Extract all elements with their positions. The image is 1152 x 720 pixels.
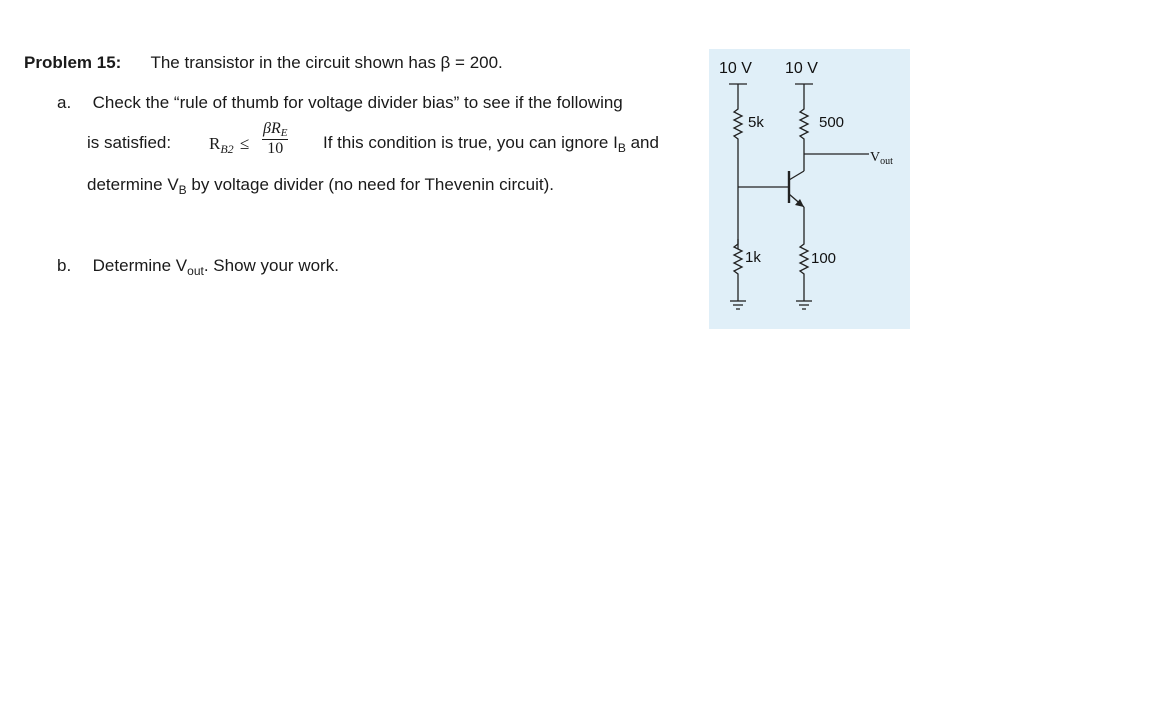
condition-fraction	[262, 120, 288, 158]
ignore-ib-text: If this condition is true, you can ignore I	[323, 133, 618, 152]
vout-label-main: V	[870, 150, 881, 165]
circuit-diagram	[709, 49, 910, 329]
vout-label-subscript: out	[880, 156, 893, 167]
part-a-line-3	[87, 175, 554, 196]
vb-subscript: B	[178, 183, 187, 197]
part-a-line-2-prefix: is satisfied:	[87, 133, 172, 152]
condition-numerator	[262, 120, 288, 140]
part-b-letter: b.	[57, 256, 72, 275]
and-text: and	[625, 133, 659, 152]
determine-vb-text: determine V	[87, 175, 179, 194]
show-work-text: . Show your work.	[203, 256, 339, 275]
re-label: 100	[811, 250, 837, 267]
supply-right-label: 10 V	[785, 60, 818, 77]
r1-label: 5k	[748, 114, 764, 131]
rc-label: 500	[819, 114, 845, 131]
problem-label: Problem 15:	[24, 53, 122, 72]
condition-lhs	[209, 134, 249, 155]
ib-subscript: B	[617, 141, 626, 155]
supply-left-label: 10 V	[719, 60, 752, 77]
circuit-background	[709, 49, 910, 329]
part-a-text-1: Check the “rule of thumb for voltage divider bias” to see if the following	[92, 93, 623, 112]
condition-operator: ≤	[239, 134, 250, 153]
condition-numerator-text: βR	[263, 120, 281, 137]
condition-lhs-subscript: B2	[220, 142, 234, 156]
part-a-line-1	[57, 93, 623, 113]
problem-statement: The transistor in the circuit shown has β = 200.	[150, 53, 503, 72]
determine-vout-text: Determine V	[92, 256, 188, 275]
problem-header	[24, 53, 503, 73]
part-b-line	[57, 256, 339, 277]
condition-denominator: 10	[267, 140, 284, 157]
part-a-line-2-suffix	[323, 133, 659, 154]
condition-lhs-symbol: R	[209, 134, 221, 153]
r2-label: 1k	[745, 249, 761, 266]
part-a-letter: a.	[57, 93, 72, 112]
voltage-divider-text: by voltage divider (no need for Thevenin circuit).	[186, 175, 554, 194]
vout-subscript: out	[187, 264, 204, 278]
condition-numerator-subscript: E	[280, 127, 288, 139]
